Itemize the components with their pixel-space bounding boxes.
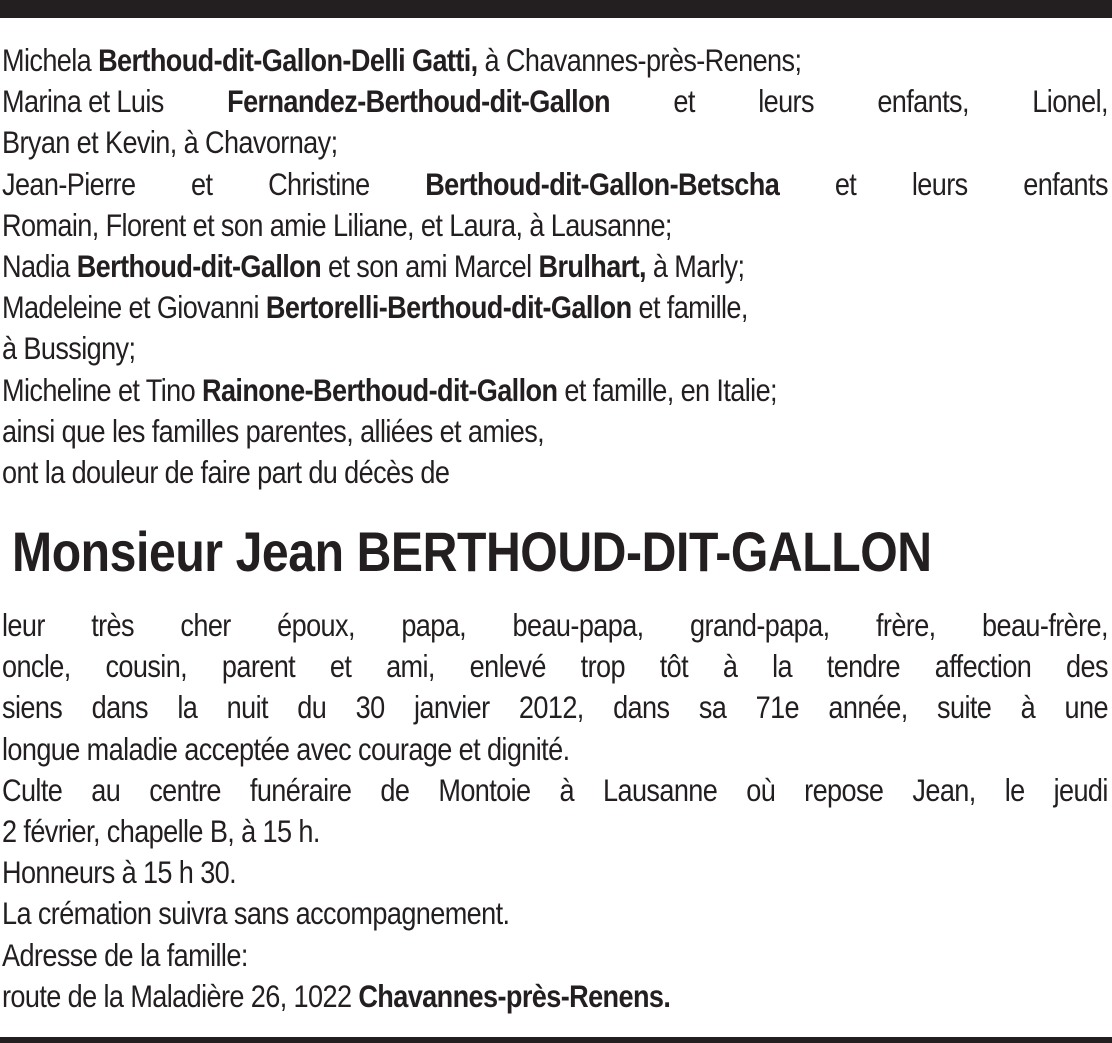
deceased-name-heading: Monsieur Jean BERTHOUD-DIT-GALLON xyxy=(12,520,932,583)
family-line-3: Bryan et Kevin, à Chavornay; xyxy=(2,124,338,161)
text: Micheline et Tino xyxy=(2,371,202,408)
word: leur xyxy=(2,607,45,643)
word: nuit xyxy=(226,689,268,726)
word: où xyxy=(746,771,776,808)
family-line-4 xyxy=(2,164,1108,205)
word: Jean, xyxy=(912,771,976,808)
word: la xyxy=(177,689,198,726)
family-line-1 xyxy=(2,40,1108,81)
word: papa, xyxy=(401,607,467,643)
surname: Bertorelli-Berthoud-dit-Gallon xyxy=(265,289,632,326)
word: 2012, xyxy=(518,689,584,726)
word: jeudi xyxy=(1053,771,1108,808)
family-line-9 xyxy=(2,370,1108,411)
word: sa xyxy=(698,689,727,726)
surname: Rainone-Berthoud-dit-Gallon xyxy=(201,371,558,408)
word: leurs xyxy=(758,83,814,120)
word: année, xyxy=(828,689,908,726)
body-line-4: longue maladie acceptée avec courage et dignité. xyxy=(2,730,570,767)
word: très xyxy=(91,607,134,643)
word: tendre xyxy=(826,648,900,685)
word: Jean-Pierre xyxy=(2,165,136,202)
text: Madeleine et Giovanni xyxy=(2,289,266,326)
family-line-10: ainsi que les familles parentes, alliées et amies, xyxy=(2,412,545,449)
text: et famille, en Italie; xyxy=(557,371,777,408)
body-line-2 xyxy=(2,646,1108,687)
text: et famille, xyxy=(631,289,748,326)
word: enlevé xyxy=(469,648,546,685)
family-line-2 xyxy=(2,81,1108,122)
word: et xyxy=(329,648,352,685)
text: Marina et Luis xyxy=(2,83,164,120)
word: repose xyxy=(804,771,884,808)
word: 30 xyxy=(355,689,385,726)
family-line-6 xyxy=(2,246,1108,287)
family-line-5: Romain, Florent et son amie Liliane, et Laura, à Lausanne; xyxy=(2,206,672,243)
top-border-rule xyxy=(0,0,1112,18)
body-line-10 xyxy=(2,976,1108,1017)
family-line-7 xyxy=(2,287,1108,328)
text: Michela xyxy=(2,42,99,78)
word: siens xyxy=(2,689,63,726)
body-line-5 xyxy=(2,770,1108,811)
word: de xyxy=(380,771,410,808)
word: à xyxy=(722,648,738,685)
body-line-1 xyxy=(2,605,1108,646)
word: ami, xyxy=(386,648,435,685)
word: janvier xyxy=(413,689,490,726)
announcement-body xyxy=(2,605,1108,1017)
word: la xyxy=(772,648,792,685)
text: à Marly; xyxy=(645,248,745,285)
text: à Chavannes-près-Renens; xyxy=(477,42,802,78)
word: Lausanne xyxy=(603,771,718,808)
family-line-8: à Bussigny; xyxy=(2,330,136,367)
surname: Berthoud-dit-Gallon-Betscha xyxy=(425,165,780,202)
word: une xyxy=(1064,689,1108,726)
word: enfants xyxy=(1023,165,1108,202)
word: affection xyxy=(934,648,1032,685)
bottom-border-rule xyxy=(0,1037,1112,1043)
word: Montoie xyxy=(438,771,531,808)
word: dans xyxy=(91,689,148,726)
word: beau-frère, xyxy=(982,607,1108,643)
body-line-8: La crémation suivra sans accompagnement. xyxy=(2,895,510,932)
surname: Berthoud-dit-Gallon-Delli Gatti, xyxy=(98,42,478,78)
word: centre xyxy=(149,771,221,808)
word: des xyxy=(1066,648,1108,685)
family-line-11: ont la douleur de faire part du décès de xyxy=(2,454,450,491)
word: grand-papa, xyxy=(690,607,830,643)
word: le xyxy=(1004,771,1025,808)
surname: Fernandez-Berthoud-dit-Gallon xyxy=(227,83,610,120)
word: cousin, xyxy=(105,648,188,685)
text: Nadia xyxy=(2,248,77,285)
word: et xyxy=(191,165,213,202)
word: Lionel, xyxy=(1032,83,1108,120)
body-line-3 xyxy=(2,687,1108,728)
word: Christine xyxy=(268,165,370,202)
word: dans xyxy=(613,689,670,726)
word: enfants, xyxy=(877,83,969,120)
word: tôt xyxy=(659,648,689,685)
word: leurs xyxy=(911,165,968,202)
word: et xyxy=(673,83,695,120)
family-list xyxy=(2,40,1108,493)
word: oncle, xyxy=(2,648,71,685)
word: Culte xyxy=(2,771,63,808)
body-line-6: 2 février, chapelle B, à 15 h. xyxy=(2,813,320,850)
body-line-9: Adresse de la famille: xyxy=(2,936,248,973)
word: à xyxy=(1020,689,1036,726)
word: 71e xyxy=(755,689,800,726)
word: du xyxy=(297,689,327,726)
word: et xyxy=(834,165,857,202)
word: à xyxy=(559,771,575,808)
address-text: route de la Maladière 26, 1022 xyxy=(2,977,359,1014)
body-line-7: Honneurs à 15 h 30. xyxy=(2,854,237,891)
word: frère, xyxy=(875,607,936,643)
surname: Berthoud-dit-Gallon xyxy=(76,248,322,285)
surname: Brulhart, xyxy=(538,248,646,285)
word: trop xyxy=(580,648,625,685)
address-town: Chavannes-près-Renens. xyxy=(358,977,671,1014)
text: et son ami Marcel xyxy=(321,248,539,285)
word: parent xyxy=(221,648,296,685)
word: beau-papa, xyxy=(512,607,644,643)
word: au xyxy=(91,771,121,808)
word: suite xyxy=(937,689,992,726)
word: cher xyxy=(180,607,231,643)
word: funéraire xyxy=(249,771,352,808)
word: époux, xyxy=(277,607,355,643)
